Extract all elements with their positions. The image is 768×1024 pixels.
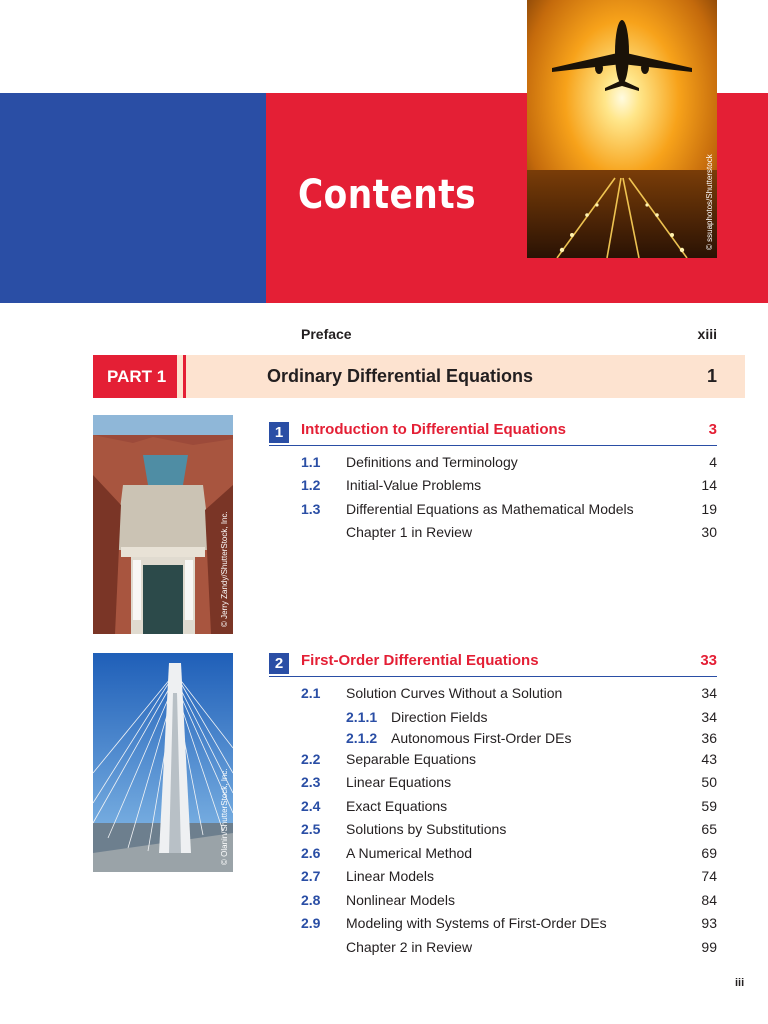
section-title: Initial-Value Problems xyxy=(346,477,482,493)
section-number: 1.3 xyxy=(301,501,321,517)
section-page: 43 xyxy=(701,751,717,767)
section-number: 2.3 xyxy=(301,774,321,790)
preface-page: xiii xyxy=(697,326,717,342)
section-title: Separable Equations xyxy=(346,751,476,767)
section-page: 93 xyxy=(701,915,717,931)
toc-entry-1-3[interactable] xyxy=(301,501,717,521)
chapter-1-heading[interactable] xyxy=(269,421,717,446)
airplane-runway-photo xyxy=(527,0,717,258)
section-title: Linear Equations xyxy=(346,774,452,790)
toc-entry-2-5[interactable] xyxy=(301,821,717,841)
section-number: 2.9 xyxy=(301,915,321,931)
section-number: 2.1 xyxy=(301,685,321,701)
toc-entry-2-4[interactable] xyxy=(301,798,717,818)
toc-entry-2-2[interactable] xyxy=(301,751,717,771)
page-folio: iii xyxy=(735,977,745,989)
section-title: Modeling with Systems of First-Order DEs xyxy=(346,915,607,931)
section-number: 2.1.1 xyxy=(346,709,378,725)
section-title: A Numerical Method xyxy=(346,845,473,861)
section-title: Linear Models xyxy=(346,868,434,884)
part-tag: PART 1 xyxy=(93,355,177,398)
part-heading[interactable] xyxy=(93,355,745,398)
section-page: 14 xyxy=(701,477,717,493)
preface-entry[interactable] xyxy=(301,326,717,346)
section-number: 2.4 xyxy=(301,798,321,814)
chapter-2-title: First-Order Differential Equations xyxy=(301,652,539,669)
chapter-2-heading[interactable] xyxy=(269,652,717,677)
section-number: 2.6 xyxy=(301,845,321,861)
part-page: 1 xyxy=(706,366,717,386)
section-title: Solution Curves Without a Solution xyxy=(346,685,563,701)
toc-entry-chapter-2-review[interactable] xyxy=(301,939,717,959)
part-title: Ordinary Differential Equations xyxy=(267,366,534,386)
bridge-photo xyxy=(93,653,233,872)
section-page: 65 xyxy=(701,821,717,837)
section-title: Chapter 2 in Review xyxy=(346,939,473,955)
chapter-2-page: 33 xyxy=(700,652,717,669)
toc-entry-1-1[interactable] xyxy=(301,454,717,474)
section-title: Nonlinear Models xyxy=(346,892,455,908)
section-title: Chapter 1 in Review xyxy=(346,524,473,540)
header-band-blue xyxy=(0,93,266,303)
toc-entry-2-1[interactable] xyxy=(301,685,717,705)
toc-entry-2-8[interactable] xyxy=(301,892,717,912)
bridge-photo-credit: © Olanin/ShutterStock, Inc. xyxy=(220,768,229,865)
dam-photo-credit: © Jerry Zandy/ShutterStock, Inc. xyxy=(220,511,229,627)
section-number: 1.1 xyxy=(301,454,321,470)
part-divider xyxy=(183,355,186,398)
section-page: 34 xyxy=(701,685,717,701)
section-page: 74 xyxy=(701,868,717,884)
chapter-1-number: 1 xyxy=(269,422,289,443)
section-page: 99 xyxy=(701,939,717,955)
chapter-1-title: Introduction to Differential Equations xyxy=(301,421,566,438)
toc-entry-2-1-2[interactable] xyxy=(301,730,717,750)
section-title: Exact Equations xyxy=(346,798,448,814)
chapter-2-number: 2 xyxy=(269,653,289,674)
section-number: 2.2 xyxy=(301,751,321,767)
section-number: 2.1.2 xyxy=(346,730,378,746)
toc-entry-1-2[interactable] xyxy=(301,477,717,497)
section-page: 69 xyxy=(701,845,717,861)
chapter-1-page: 3 xyxy=(708,421,717,438)
section-title: Definitions and Terminology xyxy=(346,454,518,470)
section-page: 4 xyxy=(709,454,717,470)
toc-entry-chapter-1-review[interactable] xyxy=(301,524,717,544)
section-title: Solutions by Substitutions xyxy=(346,821,507,837)
section-page: 84 xyxy=(701,892,717,908)
section-title: Direction Fields xyxy=(391,709,488,725)
section-page: 50 xyxy=(701,774,717,790)
section-number: 2.5 xyxy=(301,821,321,837)
preface-label: Preface xyxy=(301,326,352,342)
section-title: Autonomous First-Order DEs xyxy=(391,730,572,746)
section-page: 30 xyxy=(701,524,717,540)
toc-entry-2-6[interactable] xyxy=(301,845,717,865)
toc-entry-2-1-1[interactable] xyxy=(301,709,717,729)
section-title: Differential Equations as Mathematical Models xyxy=(346,501,634,517)
page-title: Contents xyxy=(298,172,476,218)
cover-photo-credit: © ssuaphotos/Shutterstock xyxy=(705,154,714,250)
toc-entry-2-7[interactable] xyxy=(301,868,717,888)
section-page: 34 xyxy=(701,709,717,725)
section-number: 2.7 xyxy=(301,868,321,884)
toc-entry-2-3[interactable] xyxy=(301,774,717,794)
section-number: 1.2 xyxy=(301,477,321,493)
section-number: 2.8 xyxy=(301,892,321,908)
section-page: 19 xyxy=(701,501,717,517)
dam-photo xyxy=(93,415,233,634)
section-page: 36 xyxy=(701,730,717,746)
section-page: 59 xyxy=(701,798,717,814)
toc-entry-2-9[interactable] xyxy=(301,915,717,935)
